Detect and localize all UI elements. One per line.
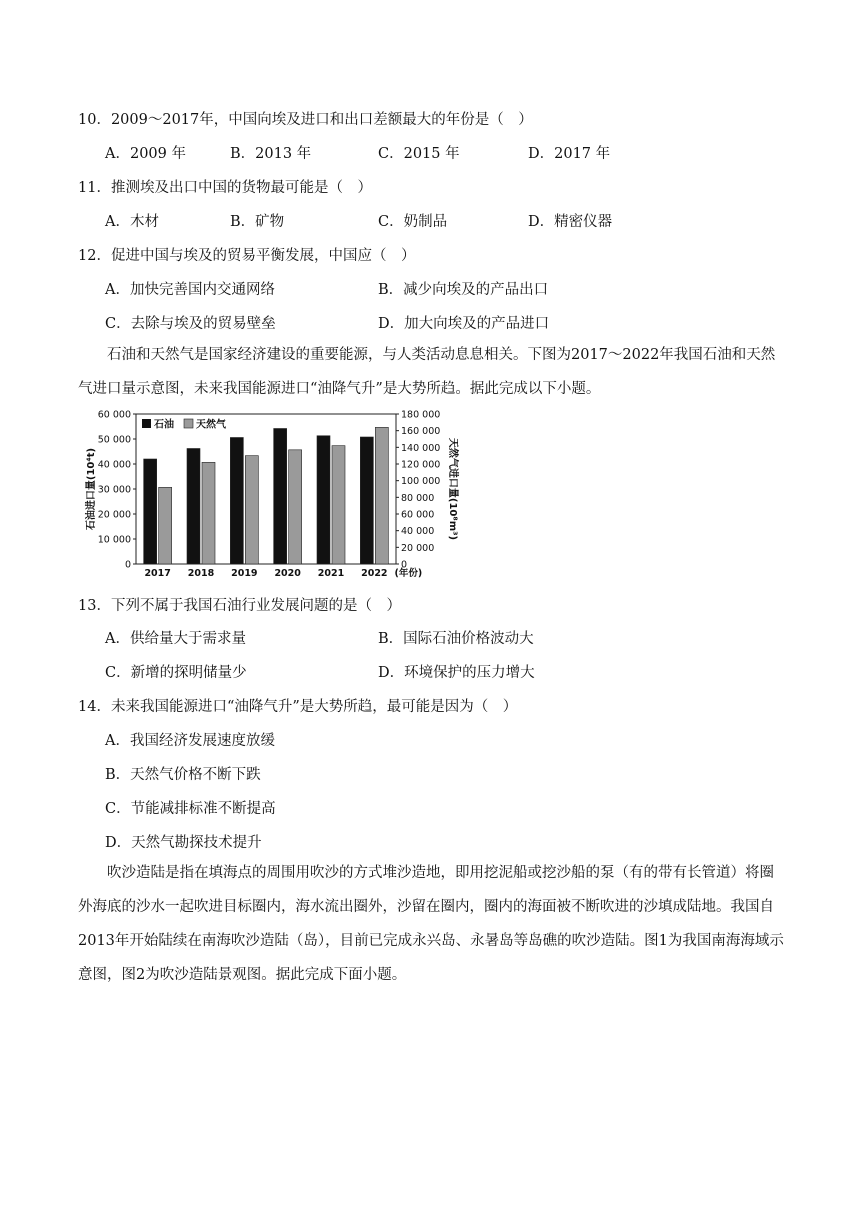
bar-oil-2022 xyxy=(360,437,373,564)
right-tick-label: 180 000 xyxy=(401,409,441,421)
x-tick-label: 2018 xyxy=(187,568,215,579)
question-12-option-a[interactable]: A．加快完善国内交通网络 xyxy=(105,282,275,298)
question-11-option-d[interactable]: D．精密仪器 xyxy=(528,214,613,230)
right-tick-label: 100 000 xyxy=(401,476,441,488)
chart-frame xyxy=(136,414,396,564)
question-12-stem: 12．促进中国与埃及的贸易平衡发展，中国应（ ） xyxy=(78,248,416,264)
bar-gas-2021 xyxy=(332,446,345,564)
bar-oil-2019 xyxy=(230,438,243,565)
x-tick-label: 2019 xyxy=(231,568,258,579)
question-14-option-c[interactable]: C．节能减排标准不断提高 xyxy=(105,801,276,817)
passage-sand-reclamation-text: 吹沙造陆是指在填海点的周围用吹沙的方式堆沙造地，即用挖泥船或挖沙船的泵（有的带有长管道）将圈外海底的沙水一起吹进目标圈内，海水流出圈外，沙留在圈内，圈内的海面被不断吹进的沙填成陆地。我国自2013年开始陆续在南海吹沙造陆（岛），目前已完成永兴岛、永暑岛等岛礁的吹沙造陆。图1为我国南海海域示意图，图2为吹沙造陆景观图。据此完成下面小题。 xyxy=(78,865,784,983)
x-tick-label: 2020 xyxy=(274,568,301,579)
legend-swatch-gas xyxy=(184,419,193,428)
right-tick-label: 140 000 xyxy=(401,442,441,454)
question-14-option-a[interactable]: A．我国经济发展速度放缓 xyxy=(105,733,275,749)
question-11-option-c[interactable]: C．奶制品 xyxy=(378,214,448,230)
question-13-stem: 13．下列不属于我国石油行业发展问题的是（ ） xyxy=(78,598,401,614)
question-14-option-b[interactable]: B．天然气价格不断下跌 xyxy=(105,767,261,783)
question-10-stem: 10．2009～2017年，中国向埃及进口和出口差额最大的年份是（ ） xyxy=(78,112,533,128)
bar-oil-2018 xyxy=(187,449,200,565)
passage-oil-gas-text: 石油和天然气是国家经济建设的重要能源，与人类活动息息相关。下图为2017～2022年我国石油和天然气进口量示意图，未来我国能源进口“油降气升”是大势所趋。据此完成以下小题。 xyxy=(78,347,776,397)
right-tick-label: 20 000 xyxy=(401,542,435,554)
question-13-option-c[interactable]: C．新增的探明储量少 xyxy=(105,665,247,681)
right-tick-label: 40 000 xyxy=(401,526,435,538)
bar-oil-2021 xyxy=(317,436,330,564)
question-13-option-b[interactable]: B．国际石油价格波动大 xyxy=(378,631,534,647)
right-tick-label: 60 000 xyxy=(401,509,435,521)
x-tick-label: 2017 xyxy=(144,568,171,579)
question-10-option-a[interactable]: A．2009 年 xyxy=(105,146,186,162)
bar-gas-2017 xyxy=(159,487,172,564)
question-13-option-a[interactable]: A．供给量大于需求量 xyxy=(105,631,246,647)
bar-gas-2020 xyxy=(289,450,302,564)
question-14-stem: 14．未来我国能源进口“油降气升”是大势所趋，最可能是因为（ ） xyxy=(78,699,518,715)
question-11-stem: 11．推测埃及出口中国的货物最可能是（ ） xyxy=(78,180,372,196)
right-tick-label: 80 000 xyxy=(401,492,435,504)
left-tick-label: 60 000 xyxy=(97,409,131,421)
question-10-option-d[interactable]: D．2017 年 xyxy=(528,146,611,162)
right-tick-label: 0 xyxy=(401,559,408,571)
bar-gas-2022 xyxy=(375,427,388,564)
passage-oil-gas xyxy=(78,338,788,406)
bar-oil-2017 xyxy=(144,459,157,564)
legend-swatch-oil xyxy=(142,419,151,428)
y-axis-label-gas: 天然气进口量(10⁸m³) xyxy=(447,437,458,541)
question-13-option-d[interactable]: D．环境保护的压力增大 xyxy=(378,665,535,681)
question-11-option-b[interactable]: B．矿物 xyxy=(230,214,285,230)
legend-label-oil: 石油 xyxy=(154,419,174,431)
left-tick-label: 0 xyxy=(124,559,131,571)
x-axis-unit: (年份) xyxy=(394,568,423,579)
question-12-option-d[interactable]: D．加大向埃及的产品进口 xyxy=(378,316,550,332)
oil-gas-import-chart xyxy=(84,406,464,584)
left-tick-label: 10 000 xyxy=(97,534,131,546)
question-12-option-b[interactable]: B．减少向埃及的产品出口 xyxy=(378,282,549,298)
left-tick-label: 50 000 xyxy=(97,434,131,446)
legend-label-gas: 天然气 xyxy=(196,419,226,431)
passage-sand-reclamation xyxy=(78,856,788,992)
question-10-option-c[interactable]: C．2015 年 xyxy=(378,146,460,162)
left-tick-label: 30 000 xyxy=(97,484,131,496)
question-12-option-c[interactable]: C．去除与埃及的贸易壁垒 xyxy=(105,316,276,332)
question-11-option-a[interactable]: A．木材 xyxy=(105,214,159,230)
left-tick-label: 40 000 xyxy=(97,459,131,471)
x-tick-label: 2021 xyxy=(317,568,345,579)
right-tick-label: 160 000 xyxy=(401,426,441,438)
y-axis-label-oil: 石油进口量(10⁴t) xyxy=(86,447,97,531)
x-tick-label: 2022 xyxy=(361,568,388,579)
bar-gas-2019 xyxy=(245,456,258,564)
right-tick-label: 120 000 xyxy=(401,459,441,471)
question-14-option-d[interactable]: D．天然气勘探技术提升 xyxy=(105,835,262,851)
bar-gas-2018 xyxy=(202,462,215,564)
question-10-option-b[interactable]: B．2013 年 xyxy=(230,146,312,162)
left-tick-label: 20 000 xyxy=(97,509,131,521)
bar-oil-2020 xyxy=(274,429,287,565)
